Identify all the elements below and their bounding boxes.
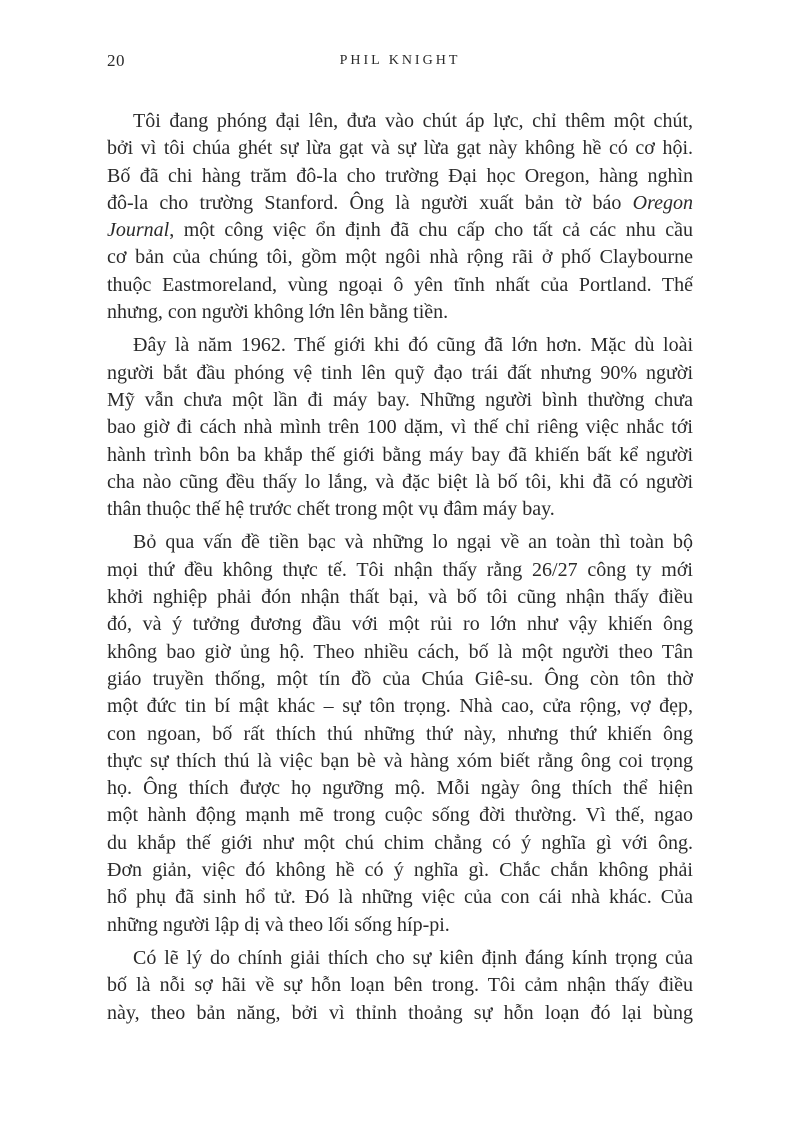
text-line: Bố đã chi hàng trăm đô-la cho trường Đại học Oregon, hàng nghìn bbox=[107, 164, 693, 187]
italic-title: Journal bbox=[107, 219, 170, 242]
text-line: thân thuộc thế hệ trước chết trong một vụ đâm máy bay. bbox=[107, 498, 555, 521]
text-line: nhưng, con người không lớn lên bằng tiền. bbox=[107, 301, 449, 324]
text-line: hổ phụ đã sinh hổ tử. Đó là những việc của con cái nhà khác. Của bbox=[107, 886, 693, 909]
text-line: hành trình bôn ba khắp thế giới bằng máy bay đã khiến bất kể người bbox=[107, 443, 693, 466]
text-line: Bỏ qua vấn đề tiền bạc và những lo ngại về an toàn thì toàn bộ bbox=[133, 531, 693, 554]
paragraph bbox=[107, 945, 693, 1027]
text-line: họ. Ông thích được họ ngưỡng mộ. Mỗi ngày ông thích thể hiện bbox=[107, 777, 693, 800]
text-line: Tôi đang phóng đại lên, đưa vào chút áp lực, chỉ thêm một chút, bbox=[133, 110, 693, 132]
text-line: bao giờ đi cách nhà mình trên 100 dặm, vì thế chỉ riêng việc nhắc tới bbox=[107, 416, 693, 439]
paragraph bbox=[107, 332, 693, 523]
text-line: một hành động mạnh mẽ trong cuộc sống đời thường. Vì thế, ngao bbox=[107, 804, 693, 827]
text-line: thực sự thích thú là việc bạn bè và hàng xóm biết rằng ông coi trọng bbox=[107, 749, 693, 772]
text-line: bởi vì tôi chúa ghét sự lừa gạt và sự lừa gạt này không hề có cơ hội. bbox=[107, 137, 693, 160]
text-line bbox=[107, 217, 693, 244]
text-line: đó, và ý tưởng đương đầu với một rủi ro lớn như vậy khiến ông bbox=[107, 613, 693, 636]
text-line: thuộc Eastmoreland, vùng ngoại ô yên tĩnh nhất của Portland. Thế bbox=[107, 273, 693, 296]
text-line: bố là nỗi sợ hãi về sự hỗn loạn bên trong. Tôi cảm nhận thấy điều bbox=[107, 974, 693, 997]
page-number: 20 bbox=[107, 51, 125, 70]
text-line: mọi thứ đều không thực tế. Tôi nhận thấy rằng 26/27 công ty mới bbox=[107, 558, 693, 581]
text-line: này, theo bản năng, bởi vì thỉnh thoảng sự hỗn loạn đó lại bùng bbox=[107, 1001, 693, 1024]
text-line: du khắp thế giới như một chú chim chẳng có ý nghĩa gì với ông. bbox=[107, 831, 693, 854]
paragraph bbox=[107, 108, 693, 326]
text-line: người bắt đầu phóng vệ tinh lên quỹ đạo trái đất nhưng 90% người bbox=[107, 361, 693, 384]
text-line: cha nào cũng đều thấy lo lắng, và đặc biệt là bố tôi, khi đã có người bbox=[107, 470, 693, 493]
author-name: PHIL KNIGHT bbox=[339, 53, 461, 68]
running-head bbox=[107, 49, 693, 73]
text-run: đô-la cho trường Stanford. Ông là người xuất bản tờ báo bbox=[107, 191, 633, 214]
paragraph bbox=[107, 529, 693, 938]
text-line bbox=[107, 190, 693, 217]
body-text bbox=[107, 108, 693, 1033]
text-line: khởi nghiệp phải đón nhận thất bại, và bố tôi cũng nhận thấy điều bbox=[107, 586, 693, 609]
text-line: Có lẽ lý do chính giải thích cho sự kiên định đáng kính trọng của bbox=[133, 946, 693, 969]
text-line: Mỹ vẫn chưa một lần đi máy bay. Những người bình thường chưa bbox=[107, 388, 693, 411]
text-line: giáo truyền thống, một tín đồ của Chúa Giê-su. Ông còn tôn thờ bbox=[107, 667, 693, 690]
text-line: những người lập dị và theo lối sống híp-pi. bbox=[107, 913, 450, 936]
text-line: con ngoan, bố rất thích thú những thứ này, nhưng thứ khiến ông bbox=[107, 722, 693, 745]
text-line: một đức tin bí mật khác – sự tôn trọng. Nhà cao, cửa rộng, vợ đẹp, bbox=[107, 695, 693, 718]
text-line: không bao giờ ủng hộ. Theo nhiều cách, bố là một người theo Tân bbox=[107, 640, 693, 663]
text-run: , một công việc ổn định đã chu cấp cho tất cả các nhu cầu bbox=[169, 219, 693, 242]
text-line: cơ bản của chúng tôi, gồm một ngôi nhà rộng rãi ở phố Claybourne bbox=[107, 246, 693, 269]
text-line: Đơn giản, việc đó không hề có ý nghĩa gì. Chắc chắn không phải bbox=[107, 859, 693, 882]
italic-title: Oregon bbox=[632, 191, 693, 214]
text-line: Đây là năm 1962. Thế giới khi đó cũng đã lớn hơn. Mặc dù loài bbox=[133, 334, 693, 357]
